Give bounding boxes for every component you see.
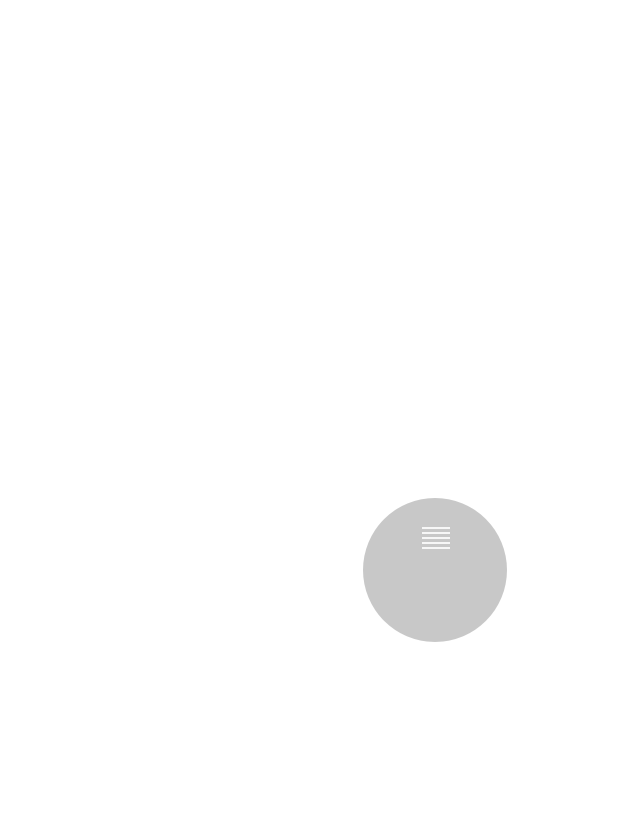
watermark-disc: [363, 498, 507, 642]
watermark-stamp: [330, 465, 540, 675]
